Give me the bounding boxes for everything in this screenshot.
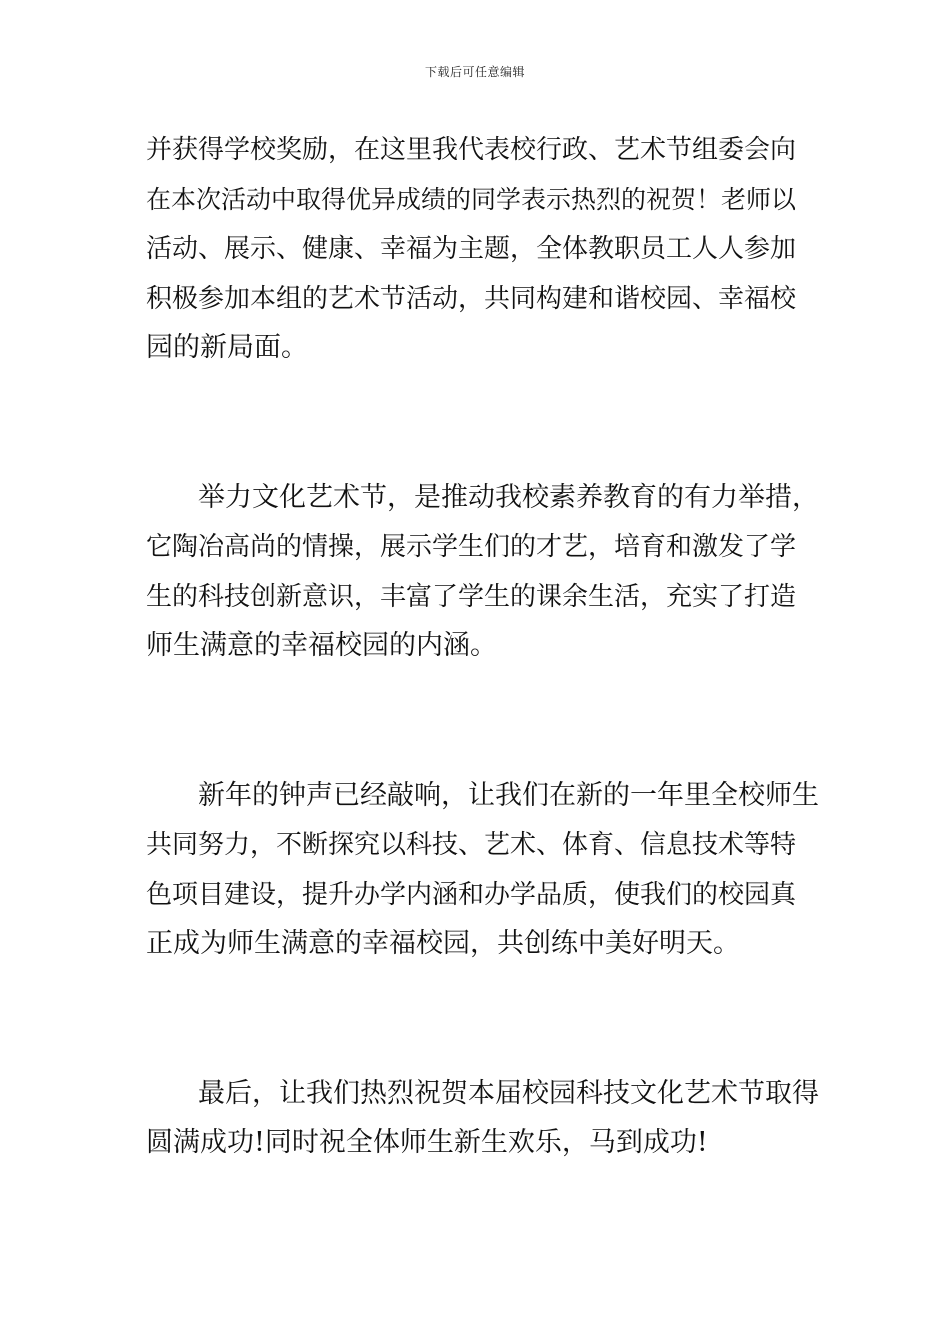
text-line: 在本次活动中取得优异成绩的同学表示热烈的祝贺！老师以	[146, 185, 797, 214]
page-header: 下载后可任意编辑	[424, 65, 525, 79]
text-line: 色项目建设，提升办学内涵和办学品质，使我们的校园真	[146, 880, 797, 910]
text-line: 并获得学校奖励，在这里我代表校行政、艺术节组委会向	[146, 135, 797, 165]
text-line: 园的新局面。	[146, 332, 308, 363]
text-line: 师生满意的幸福校园的内涵。	[146, 630, 497, 661]
text-line: 共同努力，不断探究以科技、艺术、体育、信息技术等特	[146, 830, 797, 860]
text-line: 圆满成功!同时祝全体师生新生欢乐，马到成功!	[146, 1127, 708, 1158]
text-line: 它陶冶高尚的情操，展示学生们的才艺，培育和激发了学	[146, 532, 797, 562]
text-line: 活动、展示、健康、幸福为主题，全体教职员工人人参加	[146, 234, 797, 264]
text-line: 生的科技创新意识，丰富了学生的课余生活，充实了打造	[146, 582, 797, 612]
text-line: 最后，让我们热烈祝贺本届校园科技文化艺术节取得	[198, 1078, 819, 1109]
text-line: 举力文化艺术节，是推动我校素养教育的有力举措，	[198, 482, 819, 513]
text-line: 积极参加本组的艺术节活动，共同构建和谐校园、幸福校	[146, 284, 797, 314]
text-line: 新年的钟声已经敲响，让我们在新的一年里全校师生	[198, 780, 819, 811]
text-line: 正成为师生满意的幸福校园，共创练中美好明天。	[146, 928, 740, 959]
